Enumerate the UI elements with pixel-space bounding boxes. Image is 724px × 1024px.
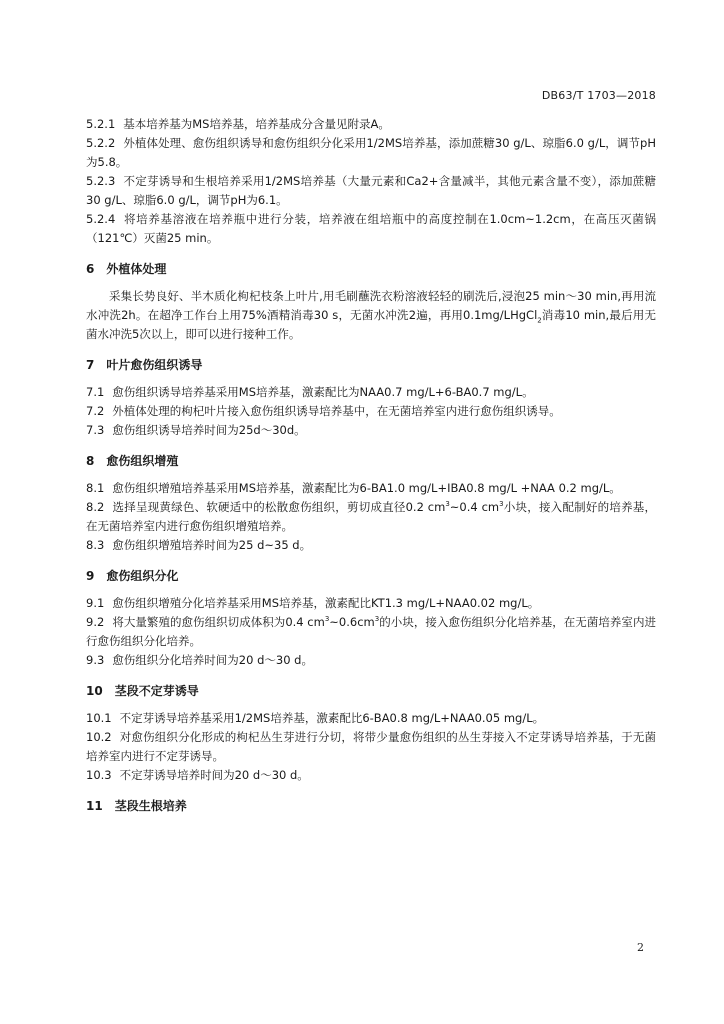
clause-5-2-2 [86, 134, 656, 172]
clause-number: 9.2 [86, 615, 105, 629]
clause-10-3 [86, 766, 656, 785]
clause-10-1 [86, 709, 656, 728]
clause-8-2 [86, 498, 656, 536]
superscript: 3 [445, 500, 450, 509]
document-body [86, 115, 656, 816]
superscript: 3 [499, 500, 504, 509]
clause-number: 5.2.3 [86, 174, 116, 188]
clause-number: 7.1 [86, 385, 105, 399]
clause-text: 外植体处理的枸杞叶片接入愈伤组织诱导培养基中，在无菌培养室内进行愈伤组织诱导。 [112, 404, 561, 418]
section-heading-6: 6 外植体处理 [86, 262, 167, 276]
clause-number: 8.3 [86, 538, 105, 552]
clause-text: 外植体处理、愈伤组织诱导和愈伤组织分化采用1/2MS培养基，添加蔗糖30 g/L、琼脂6.0 g/L，调节pH为5.8。 [86, 136, 656, 169]
clause-number: 10.2 [86, 730, 112, 744]
clause-text: 不定芽诱导培养时间为20 d～30 d。 [119, 768, 309, 782]
clause-5-2-1 [86, 115, 656, 134]
paragraph-text: 采集长势良好、半木质化枸杞枝条上叶片,用毛刷蘸洗衣粉溶液轻轻的刷洗后,浸泡25 min～30 min,再用流水冲洗2h。在超净工作台上用75%酒精消毒30 s，无菌水冲洗2遍，再用0.1mg/LHgCl [86, 289, 656, 322]
clause-7-2 [86, 402, 656, 421]
clause-text: 将大量繁殖的愈伤组织切成体积为0.4 cm [112, 615, 325, 629]
clause-7-1 [86, 383, 656, 402]
section-heading-11: 11 茎段生根培养 [86, 799, 187, 813]
clause-number: 5.2.1 [86, 117, 116, 131]
clause-text: 对愈伤组织分化形成的枸杞丛生芽进行分切，将带少量愈伤组织的丛生芽接入不定芽诱导培养基，于无菌培养室内进行不定芽诱导。 [86, 730, 656, 763]
section-heading-9: 9 愈伤组织分化 [86, 569, 179, 583]
clause-8-1 [86, 479, 656, 498]
superscript: 3 [374, 615, 380, 624]
paragraph-text: 消毒10 min,最后用无菌水冲洗5次以上，即可以进行接种工作。 [86, 308, 656, 341]
clause-number: 9.3 [86, 653, 105, 667]
clause-7-3 [86, 421, 656, 440]
clause-text: 愈伤组织增殖分化培养基采用MS培养基，激素配比KT1.3 mg/L+NAA0.02 mg/L。 [112, 596, 540, 610]
clause-number: 8.2 [86, 500, 105, 514]
document-code: DB63/T 1703—2018 [541, 89, 656, 102]
clause-number: 5.2.2 [86, 136, 116, 150]
section-heading-8: 8 愈伤组织增殖 [86, 454, 179, 468]
clause-number: 7.2 [86, 404, 105, 418]
clause-9-2 [86, 613, 656, 651]
clause-text: 不定芽诱导培养基采用1/2MS培养基，激素配比6-BA0.8 mg/L+NAA0.05 mg/L。 [119, 711, 545, 725]
clause-text: 小块，接入配制好的培养基，在无菌培养室内进行愈伤组织增殖培养。 [86, 500, 657, 533]
clause-5-2-3 [86, 172, 656, 210]
clause-number: 8.1 [86, 481, 105, 495]
superscript: 3 [324, 615, 330, 624]
clause-text: 愈伤组织诱导培养时间为25d～30d。 [112, 423, 306, 437]
clause-5-2-4 [86, 210, 656, 248]
clause-text: 愈伤组织分化培养时间为20 d～30 d。 [112, 653, 313, 667]
clause-number: 7.3 [86, 423, 105, 437]
clause-number: 9.1 [86, 596, 105, 610]
clause-number: 10.3 [86, 768, 112, 782]
clause-text: 愈伤组织增殖培养时间为25 d~35 d。 [112, 538, 312, 552]
clause-9-1 [86, 594, 656, 613]
page-number: 2 [637, 941, 644, 954]
clause-text: 愈伤组织增殖培养基采用MS培养基，激素配比为6-BA1.0 mg/L+IBA0.8 mg/L +NAA 0.2 mg/L。 [112, 481, 621, 495]
section-heading-7: 7 叶片愈伤组织诱导 [86, 358, 203, 372]
clause-text: 将培养基溶液在培养瓶中进行分装，培养液在组培瓶中的高度控制在1.0cm~1.2cm，在高压灭菌锅（121℃）灭菌25 min。 [86, 212, 656, 245]
clause-10-2 [86, 728, 656, 766]
clause-number: 10.1 [86, 711, 112, 725]
clause-text: 不定芽诱导和生根培养采用1/2MS培养基（大量元素和Ca2+含量减半，其他元素含量不变），添加蔗糖30 g/L、琼脂6.0 g/L，调节pH为6.1。 [86, 174, 656, 207]
clause-8-3 [86, 536, 656, 555]
subscript: 2 [537, 316, 542, 325]
clause-text: 选择呈现黄绿色、软硬适中的松散愈伤组织，剪切成直径0.2 cm [112, 500, 446, 514]
section-6-paragraph [86, 287, 656, 344]
section-heading-10: 10 茎段不定芽诱导 [86, 684, 199, 698]
clause-text: 的小块，接入愈伤组织分化培养基，在无菌培养室内进行愈伤组织分化培养。 [86, 615, 657, 648]
clause-text: 基本培养基为MS培养基，培养基成分含量见附录A。 [123, 117, 390, 131]
clause-number: 5.2.4 [86, 212, 116, 226]
clause-9-3 [86, 651, 656, 670]
clause-text: ~0.4 cm [449, 500, 500, 514]
clause-text: ~0.6cm [329, 615, 375, 629]
clause-text: 愈伤组织诱导培养基采用MS培养基，激素配比为NAA0.7 mg/L+6-BA0.7 mg/L。 [112, 385, 534, 399]
